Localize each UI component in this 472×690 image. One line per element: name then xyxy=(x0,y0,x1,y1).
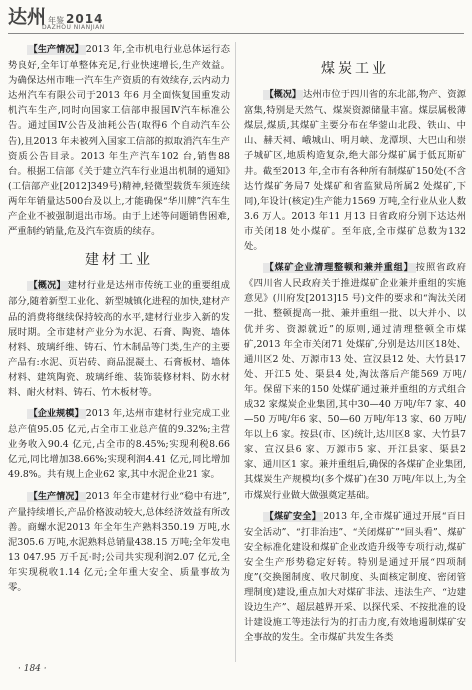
page-header xyxy=(0,0,472,40)
column-divider xyxy=(235,42,236,662)
paragraph-text: 2013 年,全市机电行业总体运行态势良好,全年订单整体充足,行业快速增长,生产效益。为确保达州市唯一汽车生产资质的有效续存,云内动力达州汽车有限公司于2013 年6 月全面恢复国重发动机汽车生产,同时向国家工信部申报国Ⅳ汽车标准公告。通过国Ⅳ公告及油耗公告(取得6 个自动汽车公告),且2013 年未被列入国家工信部的拟取消汽车生产资质公告目录。2013 年生产汽车102 台,销售88 台。根据工信部《关于建立汽车行业退出机制的通知》(工信部产业[2012]349号)精神,轻微型载货车须连续两年年销量达500台及以上,才能确保“华川牌”汽车生产企业不被强制退出市场。由于上述等问题销售困难,严重制约销量,危及汽车资质的续存。 xyxy=(8,44,230,238)
paragraph-coal-overview xyxy=(244,87,466,254)
section-title-building-materials: 建材工业 xyxy=(85,252,153,269)
paragraph-enterprise-scale xyxy=(8,406,230,482)
paragraph-coal-restructuring xyxy=(244,260,466,503)
paragraph-text: 达州市位于四川省的东北部,物产、资源富集,特别是天然气、煤炭资源储量丰富。煤层属极薄煤层,煤质,其煤矿主要分布在华蓥山北段、铁山、中山、赫天祠、峨城山、明月峡、龙潭坝、大巴山和崇子城矿区,地质构造复杂,绝大部分煤矿属于低瓦斯矿井。截至2013 年,全市有各种所有制煤矿150处(不含达竹煤矿务局7 处煤矿和省监狱局所属2 处煤矿,下同),年设计(核定)生产能力1569 万吨,全行业从业人数3.6 万人。2013 年11 月13 日省政府分别下达达州市关闭18 处小煤矿。至年底,全市煤矿总数为132 处。 xyxy=(244,89,466,253)
yearbook-pinyin: DAZHOU NIANJIAN xyxy=(42,24,105,31)
yearbook-title: 达州 xyxy=(8,6,47,28)
page-number: · 184 · xyxy=(18,664,47,674)
paragraph-label: 【煤矿企业清理整顿和兼并重组】 xyxy=(264,263,414,274)
paragraph-label: 【概况】 xyxy=(264,90,301,101)
paragraph-label: 【企业规模】 xyxy=(28,409,84,420)
paragraph-overview xyxy=(8,278,230,400)
paragraph-label: 【生产情况】 xyxy=(28,491,84,502)
paragraph-production xyxy=(8,42,230,239)
right-column xyxy=(244,42,466,645)
header-rule xyxy=(8,33,464,34)
yearbook-label: 年鉴 xyxy=(48,16,65,25)
left-column xyxy=(8,42,230,595)
paragraph-text: 建材行业是达州市传统工业的重要组成部分,随着新型工业化、新型城镇化进程的加快,建材产品的消费将继续保持较高的水平,建材行业步入新的发展时期。全市建材产业分为水泥、石膏、陶瓷、墙体材料、玻璃纤维、铸石、竹木制品等门类,生产的主要产品有:水泥、页岩砖、商品混凝土、石膏板材、墙体材料、建筑陶瓷、玻璃纤维、装饰装修材料、防水材料、耐火材料、铸石、竹木板材等。 xyxy=(8,280,230,398)
paragraph-coal-safety xyxy=(244,509,466,646)
paragraph-text: 2013 年,达州市建材行业完成工业总产值95.05 亿元,占全市工业总产值的9.32%;主营业务收入90.4 亿元,占全市的8.45%;实现利税8.66 亿元,同比增加38.66%;实现利润4.41 亿元,同比增加49.8%。共有规上企业62 家,其中水泥企业21 家。 xyxy=(8,408,230,481)
section-title-coal: 煤炭工业 xyxy=(321,61,389,77)
paragraph-text: 2013 年全市建材行业“稳中有进”,产量持续增长,产品价格波动较大,总体经济效益有所改善。商螺水泥2013 年全年生产熟料350.19 万吨,水泥305.6 万吨,水泥熟料总销量438.15 万吨;全年发电13 047.95 万千瓦·时;公司共实现利润2.07 亿元,全年实现税收1.14 亿元;全年重大安全、质量事故为零。 xyxy=(8,490,230,594)
paragraph-text: 2013 年,全市煤矿通过开展“百日安全活动”、“打非治违”、“关闭煤矿”“回头看”、煤矿安全标准化建设和煤矿企业改造升级等专项行动,煤矿安全生产形势稳定好转。特别是通过开展“四项制度”(交换图制度、收尺制度、头面核定制度、密闭管理制度)建设,重点加大对煤矿非法、违法生产、“边建设边生产”、超层越界开采、以探代采、不按批准的设计建设施工等违法行为的打击力度,有效地遏制煤矿安全事故的发生。全市煤矿共发生各类 xyxy=(244,510,466,644)
paragraph-text: 按照省政府《四川省人民政府关于推进煤矿企业兼并重组的实施意见》(川府发[2013]15 号)文件的要求和“淘汰关闭一批、整顿提高一批、兼并重组一批、以大并小、以优并劣、资源就近”的原则,通过清理整顿全市煤矿,2013 年全市关闭71 处煤矿,分别是达川区18处、通川区2 处、万源市13 处、宣汉县12 处、大竹县17 处、开江5 处、渠县4 处,淘汰落后产能569 万吨/年。保留下来的150 处煤矿通过兼并重组的方式组合成32 家煤炭企业集团,其中30—40 万吨/年7 家、40—50 万吨/年6 家、50—60 万吨/年13 家、60 万吨/年以上6 家。按县(市、区)统计,达川区8 家、大竹县7 家、宣汉县6 家、万源市5 家、开江县家、渠县2 家、通川区1 家。兼并重组后,确保的各煤矿企业集团,其煤炭生产规模均(多个煤矿)在30 万吨/年以上,为全市煤炭行业做大做强奠定基础。 xyxy=(244,262,466,501)
paragraph-label: 【煤矿安全】 xyxy=(264,511,322,522)
yearbook-year: 2014 xyxy=(66,12,104,26)
paragraph-label: 【概况】 xyxy=(28,281,66,292)
paragraph-label: 【生产情况】 xyxy=(28,45,84,55)
paragraph-production-building xyxy=(8,489,230,596)
